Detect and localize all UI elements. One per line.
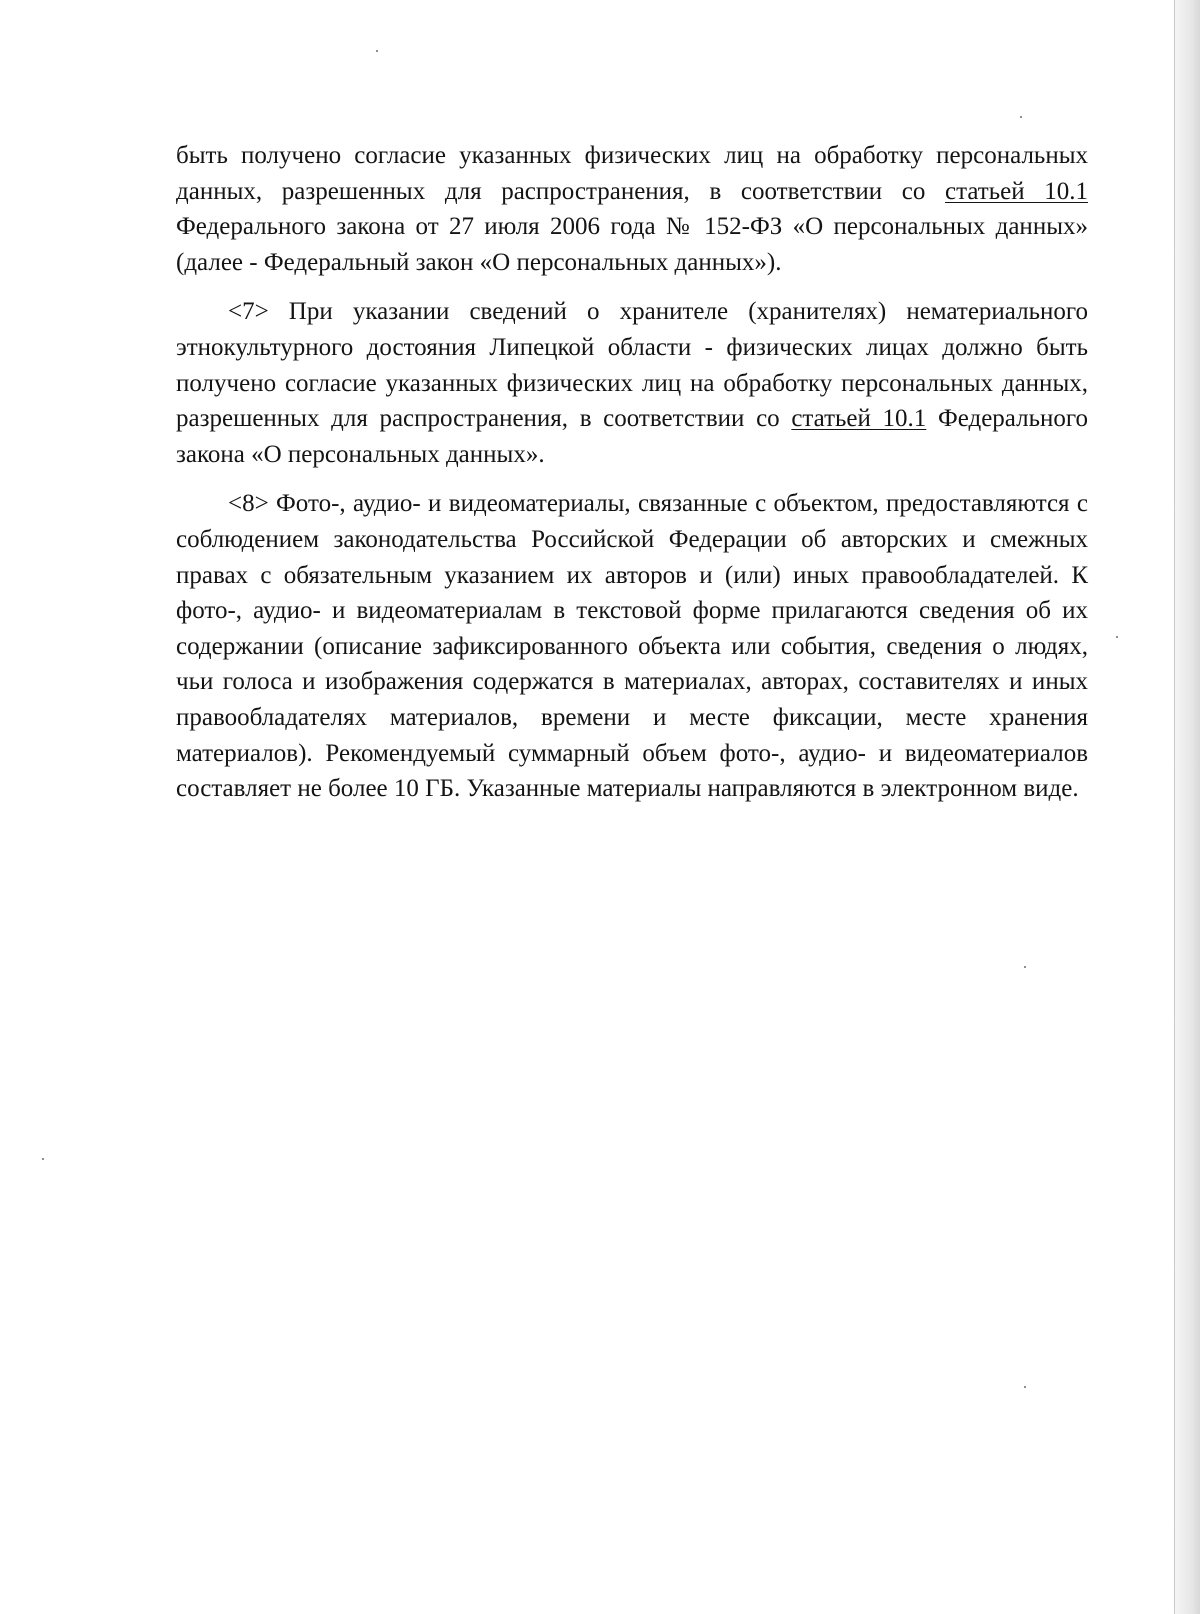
law-article-reference-link[interactable]: статьей 10.1 xyxy=(945,177,1088,205)
scan-speck xyxy=(1024,1386,1026,1388)
paragraph-text: Федерального закона от 27 июля 2006 года № 152-ФЗ «О персональных данных» (далее - Федеральный закон «О персональных данных»). xyxy=(176,213,1088,276)
paragraph-text: <7> При указании сведений о хранителе (хранителях) нематериального этнокультурного достояния Липецкой области - физических лицах должно быть получено согласие указанных физических лиц на обработку персональных данных, разрешенных для распространения, в соответствии со xyxy=(176,298,1088,433)
scan-speck xyxy=(376,50,378,52)
paragraph-note-8 xyxy=(176,486,1088,806)
paragraph-note-7 xyxy=(176,294,1088,472)
document-body xyxy=(176,138,1088,821)
paragraph-text: Федерального закона «О персональных данных». xyxy=(176,405,1088,468)
paragraph-text: быть получено согласие указанных физических лиц на обработку персональных данных, разрешенных для распространения, в соответствии со xyxy=(176,142,1088,205)
paragraph-continuation xyxy=(176,138,1088,280)
scan-speck xyxy=(1116,636,1118,638)
scan-edge-shadow xyxy=(1174,0,1200,1614)
paragraph-text: <8> Фото-, аудио- и видеоматериалы, связанные с объектом, предоставляются с соблюдением законодательства Российской Федерации об авторских и смежных правах с обязательным указанием их авторов и (или) иных правообладателей. К фото-, аудио- и видеоматериалам в текстовой форме прилагаются сведения об их содержании (описание зафиксированного объекта или события, сведения о людях, чьи голоса и изображения содержатся в материалах, авторах, составителях и иных правообладателях материалов, времени и месте фиксации, месте хранения материалов). Рекомендуемый суммарный объем фото-, аудио- и видеоматериалов составляет не более 10 ГБ. Указанные материалы направляются в электронном виде. xyxy=(176,490,1088,803)
scan-speck xyxy=(42,1158,44,1160)
scan-speck xyxy=(1024,966,1026,968)
scan-speck xyxy=(1020,116,1022,118)
law-article-reference-link[interactable]: статьей 10.1 xyxy=(791,405,927,433)
